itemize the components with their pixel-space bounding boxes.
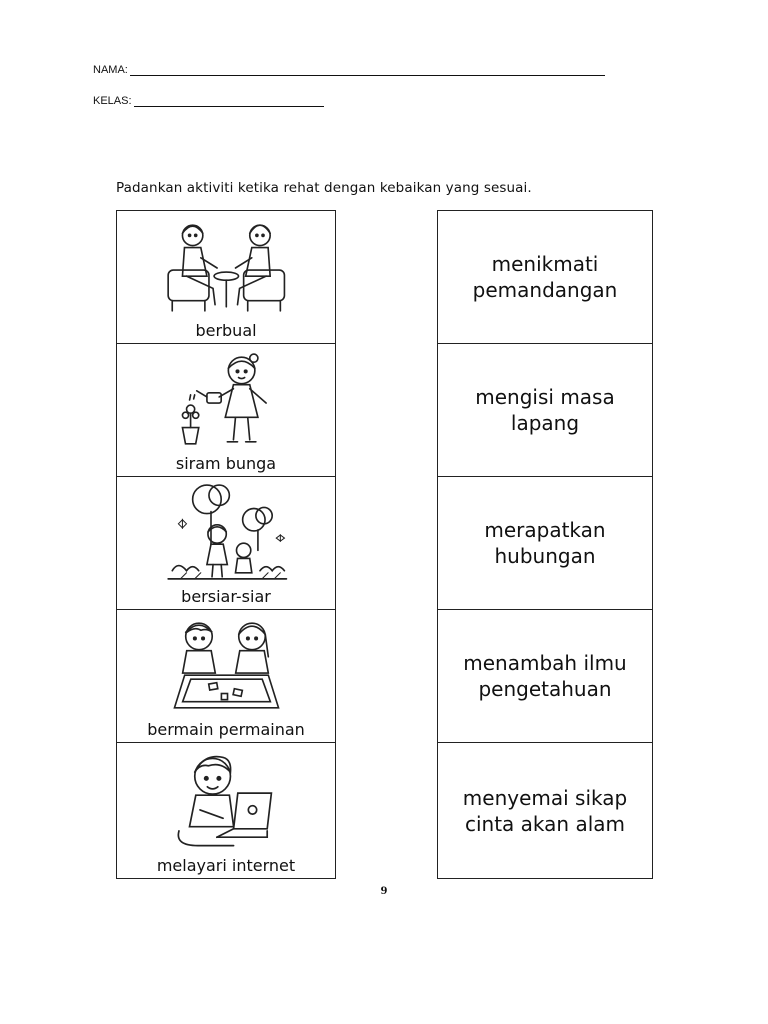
virtue-line: menikmati [491, 252, 599, 276]
activity-label: bermain permainan [147, 720, 305, 739]
activity-cell-berbual[interactable] [117, 211, 335, 344]
virtue-line: menyemai sikap [462, 785, 628, 810]
virtue-line: mengisi masa [475, 385, 615, 409]
virtue-line: menambah ilmu [463, 651, 627, 675]
virtue-cell[interactable] [438, 211, 652, 344]
class-label: KELAS: [93, 95, 132, 107]
virtue-cell[interactable] [438, 610, 652, 743]
name-field-line[interactable] [93, 63, 605, 76]
instruction-text: Padankan aktiviti ketika rehat dengan kebaikan yang sesuai. [116, 180, 532, 196]
activity-label: melayari internet [156, 856, 296, 875]
page-number: 9 [380, 886, 388, 897]
virtue-line: lapang [510, 411, 580, 435]
virtue-line: cinta akan alam [464, 811, 625, 836]
virtue-line: merapatkan [484, 518, 606, 542]
activity-cell-bersiar-siar[interactable] [117, 477, 335, 610]
boy-using-laptop-icon [158, 749, 295, 854]
virtue-line: pemandangan [472, 278, 618, 302]
activity-label: siram bunga [175, 454, 277, 473]
children-walking-in-park-icon [160, 483, 293, 585]
virtue-cell[interactable] [438, 477, 652, 610]
activity-cell-siram-bunga[interactable] [117, 344, 335, 477]
virtue-cell[interactable] [438, 344, 652, 477]
activity-cell-bermain-permainan[interactable] [117, 610, 335, 743]
virtues-column [437, 210, 653, 879]
name-blank[interactable] [130, 63, 605, 76]
virtue-line: pengetahuan [478, 677, 612, 701]
virtue-line: hubungan [494, 544, 596, 568]
activities-column [116, 210, 336, 879]
virtue-cell[interactable] [438, 743, 652, 878]
activity-label: bersiar-siar [181, 587, 271, 606]
girl-watering-plant-icon [160, 350, 293, 452]
children-playing-board-game-icon [150, 616, 303, 718]
class-field-line[interactable] [93, 94, 324, 107]
activity-cell-melayari-internet[interactable] [117, 743, 335, 878]
name-label: NAMA: [93, 64, 128, 76]
activity-label: berbual [195, 321, 257, 340]
class-blank[interactable] [134, 94, 324, 107]
two-women-chatting-icon [160, 217, 293, 319]
